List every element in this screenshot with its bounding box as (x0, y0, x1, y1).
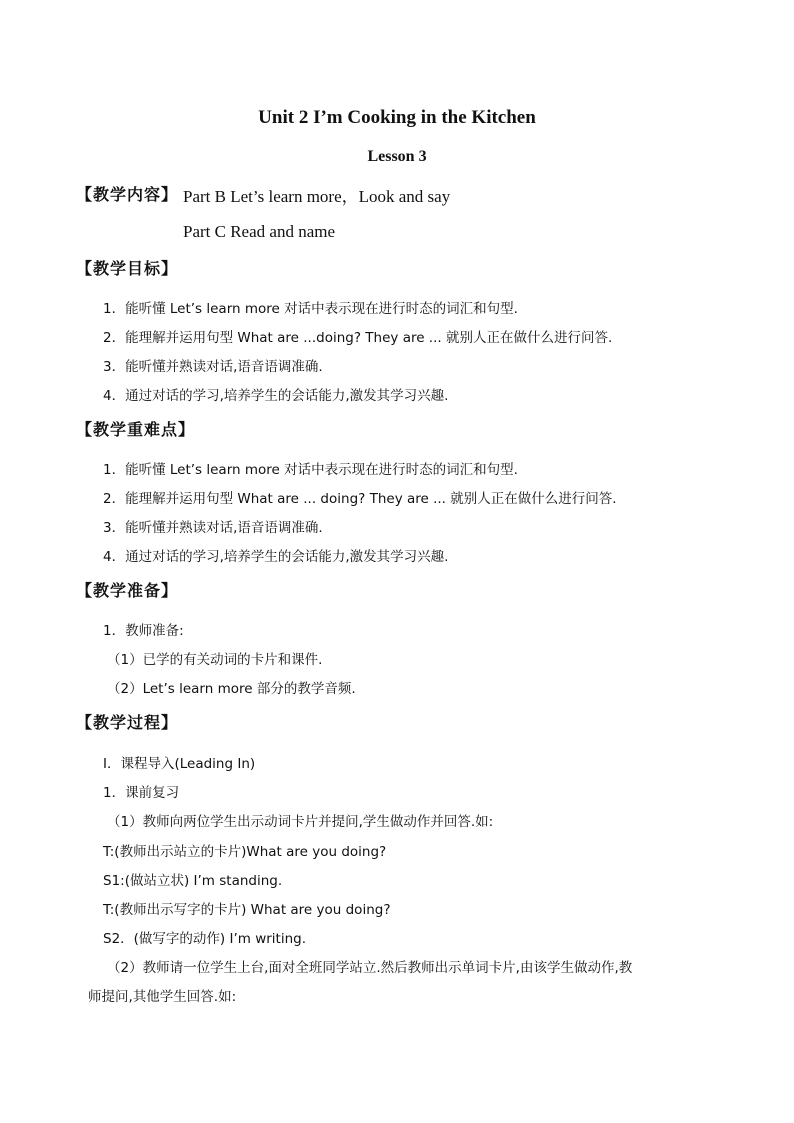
key-point-item: 1．能听懂 Let’s learn more 对话中表示现在进行时态的词汇和句型. (103, 462, 518, 478)
key-point-item: 4．通过对话的学习,培养学生的会话能力,激发其学习兴趣. (103, 549, 449, 565)
preparation-item: 1．教师准备: (103, 623, 184, 639)
process-line: T:(教师出示写字的卡片) What are you doing? (103, 902, 391, 918)
lesson-title: Lesson 3 (367, 148, 427, 165)
section-heading-preparation: 【教学准备】 (76, 581, 179, 600)
section-heading-key-points: 【教学重难点】 (76, 420, 196, 439)
section-heading-goals: 【教学目标】 (76, 259, 179, 278)
process-line: T:(教师出示站立的卡片)What are you doing? (103, 844, 387, 860)
goal-item: 4．通过对话的学习,培养学生的会话能力,激发其学习兴趣. (103, 388, 449, 404)
preparation-item: （1）已学的有关动词的卡片和课件. (107, 652, 323, 668)
content-line-1: Part B Let’s learn more，Look and say (183, 187, 451, 206)
goal-item: 2．能理解并运用句型 What are ...doing? They are ... 就别人正在做什么进行问答. (103, 330, 613, 346)
goal-item: 1．能听懂 Let’s learn more 对话中表示现在进行时态的词汇和句型. (103, 301, 518, 317)
process-line: 师提问,其他学生回答.如: (88, 989, 237, 1005)
document-title: Unit 2 I’m Cooking in the Kitchen (258, 107, 536, 128)
key-point-item: 2．能理解并运用句型 What are ... doing? They are ... 就别人正在做什么进行问答. (103, 491, 617, 507)
preparation-item: （2）Let’s learn more 部分的教学音频. (107, 681, 356, 697)
section-heading-process: 【教学过程】 (76, 713, 179, 732)
process-line: （2）教师请一位学生上台,面对全班同学站立.然后教师出示单词卡片,由该学生做动作,教 (107, 960, 633, 976)
process-line: 1．课前复习 (103, 785, 180, 801)
process-line: （1）教师向两位学生出示动词卡片并提问,学生做动作并回答.如: (107, 814, 494, 830)
section-heading-content: 【教学内容】 (76, 185, 179, 204)
process-line: Ⅰ．课程导入(Leading In) (103, 756, 256, 772)
process-line: S1:(做站立状) I’m standing. (103, 873, 283, 889)
key-point-item: 3．能听懂并熟读对话,语音语调准确. (103, 520, 323, 536)
content-line-2: Part C Read and name (183, 222, 336, 241)
process-line: S2．(做写字的动作) I’m writing. (103, 931, 307, 947)
goal-item: 3．能听懂并熟读对话,语音语调准确. (103, 359, 323, 375)
